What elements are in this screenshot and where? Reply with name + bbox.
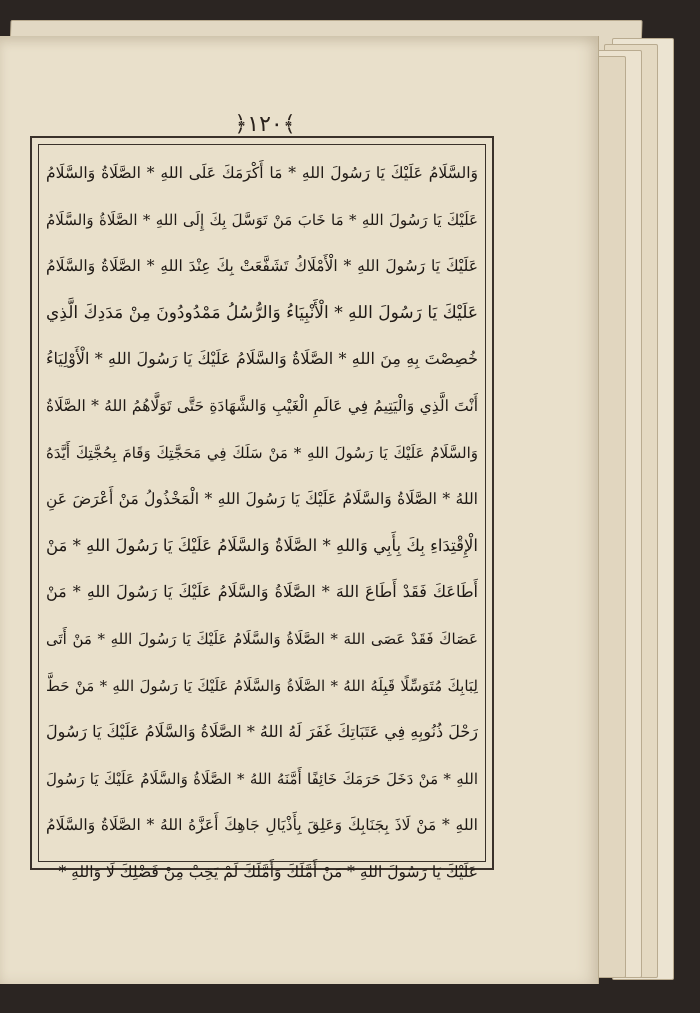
text-line: عَلَيْكَ يَا رَسُولَ اللهِ * الْأَنْبِيَاءُ وَالرُّسُلُ مَمْدُودُونَ مِنْ مَدَدِكَ الَّذِي	[46, 302, 478, 323]
text-line: أَنْتَ الَّذِي وَالْيَتِيمُ فِي عَالَمِ الْغَيْبِ وَالشَّهَادَةِ حَتَّى تَوَلَّاهُمُ اللهُ * الصَّلَاةُ	[46, 396, 478, 415]
page-number: ﴿١٢٠﴾	[234, 112, 296, 137]
text-line: اللهِ * مَنْ لَاذَ بِجَنَابِكَ وَعَلِقَ بِأَذْيَالِ جَاهِكَ أَعَزَّهُ اللهُ * الصَّلَاةُ وَالسَّلَامُ	[46, 816, 478, 835]
text-line: وَالسَّلَامُ عَلَيْكَ يَا رَسُولَ اللهِ * مَنْ سَلَكَ فِي مَحَجَّتِكَ وَقَامَ بِحُجَّتِكَ أَيَّدَهُ	[46, 443, 478, 462]
text-line: خُصِصْتَ بِهِ مِنَ اللهِ * الصَّلَاةُ وَالسَّلَامُ عَلَيْكَ يَا رَسُولَ اللهِ * الْأَوْلِيَاءُ	[46, 349, 478, 369]
text-line: اللهُ * الصَّلَاةُ وَالسَّلَامُ عَلَيْكَ يَا رَسُولَ اللهِ * الْمَخْذُولُ مَنْ أَعْرَضَ عَنِ	[46, 490, 478, 509]
text-line: وَالسَّلَامُ عَلَيْكَ يَا رَسُولَ اللهِ * مَا أَكْرَمَكَ عَلَى اللهِ * الصَّلَاةُ وَالسَّلَامُ	[46, 164, 478, 182]
text-line: الْإِقْتِدَاءِ بِكَ بِأَبِي وَاللهِ * الصَّلَاةُ وَالسَّلَامُ عَلَيْكَ يَا رَسُولَ اللهِ * مَنْ	[46, 535, 478, 555]
text-line: عَلَيْكَ يَا رَسُولَ اللهِ * الْأَمْلَاكُ تَشَفَّعَتْ بِكَ عِنْدَ اللهِ * الصَّلَاةُ وَالسَّلَامُ	[46, 257, 478, 276]
text-block	[46, 150, 478, 881]
text-line: عَلَيْكَ يَا رَسُولَ اللهِ * مَنْ أَمَّلَكَ وَأَمَّلَكَ لَمْ يَخِبْ مِنْ فَضْلِكَ لَا وَاللهِ *	[58, 862, 478, 881]
text-line: عَلَيْكَ يَا رَسُولَ اللهِ * مَا خَابَ مَنْ تَوَسَّلَ بِكَ إِلَى اللهِ * الصَّلَاةُ وَالسَّلَامُ	[46, 210, 478, 229]
text-line: لِبَابِكَ مُتَوَسِّلًا قَبِلَهُ اللهُ * الصَّلَاةُ وَالسَّلَامُ عَلَيْكَ يَا رَسُولَ اللهِ * مَنْ حَطَّ	[46, 676, 478, 695]
text-line: عَصَاكَ فَقَدْ عَصَى اللهَ * الصَّلَاةُ وَالسَّلَامُ عَلَيْكَ يَا رَسُولَ اللهِ * مَنْ أَتَى	[46, 629, 478, 648]
text-line: أَطَاعَكَ فَقَدْ أَطَاعَ اللهَ * الصَّلَاةُ وَالسَّلَامُ عَلَيْكَ يَا رَسُولَ اللهِ * مَنْ	[46, 582, 478, 602]
text-line: اللهِ * مَنْ دَخَلَ حَرَمَكَ خَائِفًا أَمَّنَهُ اللهُ * الصَّلَاةُ وَالسَّلَامُ عَلَيْكَ يَا رَسُولَ	[46, 769, 478, 788]
text-line: رَحْلَ ذُنُوبِهِ فِي عَتَبَاتِكَ غَفَرَ لَهُ اللهُ * الصَّلَاةُ وَالسَّلَامُ عَلَيْكَ يَا رَسُولَ	[46, 722, 478, 742]
